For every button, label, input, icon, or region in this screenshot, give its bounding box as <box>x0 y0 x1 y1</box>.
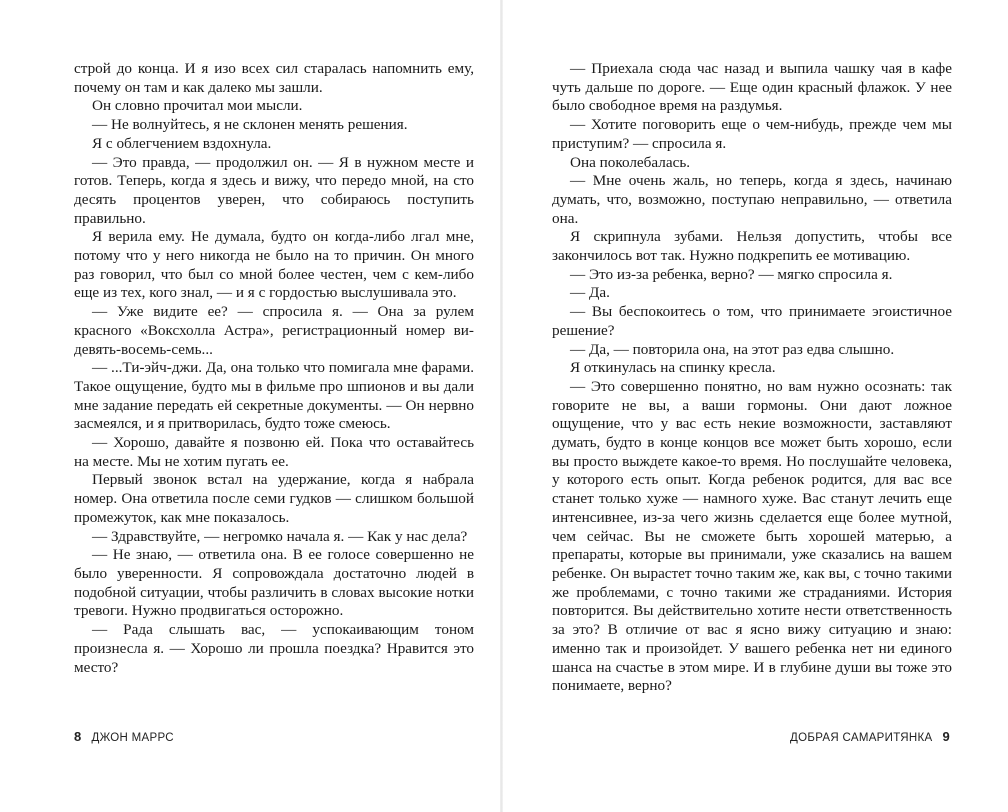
paragraph: — Приехала сюда час назад и выпила чашку чая в кафе чуть дальше по дороге. — Еще один красный флажок. У нее было свободное время на раздумья. <box>552 60 952 115</box>
paragraph: строй до конца. И я изо всех сил старалась напомнить ему, почему он там и как далеко мы зашли. <box>74 60 474 96</box>
paragraph: — Мне очень жаль, но теперь, когда я здесь, начинаю думать, что, возможно, поступаю неправильно, — ответила она. <box>552 172 952 227</box>
left-footer <box>74 729 174 744</box>
paragraph: Я скрипнула зубами. Нельзя допустить, чтобы все закончилось вот так. Нужно подкрепить ее мотивацию. <box>552 228 952 265</box>
paragraph: Я верила ему. Не думала, будто он когда-либо лгал мне, потому что у него никогда не было на то причин. Он много раз говорил, что был со мной более честен, чем с кем-либо еще из тех, кого знал, — и я с гордостью выслушивала это. <box>74 228 474 302</box>
paragraph: — Это совершенно понятно, но вам нужно осознать: так говорите не вы, а ваши гормоны. Они дают ложное ощущение, что у вас есть некие возможности, заставляют думать, будто в конце концов все может быть хорошо, если вы просто выждете какое-то время. Но послушайте человека, у которого есть опыт. Когда ребенок родится, для вас все станет только хуже — намного хуже. Вас станут лечить еще интенсивнее, из-за чего жизнь сделается еще более мутной, чем сейчас. Вы не сможете быть хорошей матерью, а препараты, которые вы принимали, уже сказались на вашем ребенке. Он вырастет точно таким же, как вы, с точно такими же проблемами, с точно такими же страданиями. История повторится. Вы действительно хотите нести ответственность за это? В отличие от вас я ясно вижу ситуацию и знаю: именно так и произойдет. У вашего ребенка нет ни единого шанса на счастье в этом мире. И в глубине души вы тоже это понимаете, верно? <box>552 377 952 695</box>
book-gutter <box>500 0 503 812</box>
paragraph: Я откинулась на спинку кресла. <box>570 359 776 377</box>
paragraph: — Уже видите ее? — спросила я. — Она за рулем красного «Воксхолла Астра», регистрационный номер ви-девять-восемь-семь... <box>74 303 474 358</box>
right-footer <box>790 729 950 744</box>
running-head-title: ДОБРАЯ САМАРИТЯНКА <box>790 732 933 744</box>
right-page <box>552 60 952 696</box>
paragraph: — Здравствуйте, — негромко начала я. — Как у нас дела? <box>92 527 468 545</box>
page-number: 8 <box>74 729 82 744</box>
paragraph: — ...Ти-эйч-джи. Да, она только что помигала мне фарами. Такое ощущение, будто мы в фильме про шпионов и вы дали мне задание передать ей секретные документы. — Он нервно засмеялся, и я притворилась, будто тоже смеюсь. <box>74 359 474 433</box>
paragraph: Первый звонок встал на удержание, когда я набрала номер. Она ответила после семи гудков — слишком большой промежуток, как мне показалось. <box>74 471 474 526</box>
paragraph: — Да. <box>570 284 610 302</box>
paragraph: — Вы беспокоитесь о том, что принимаете эгоистичное решение? <box>552 303 952 339</box>
paragraph: Я с облегчением вздохнула. <box>92 134 272 152</box>
page-number: 9 <box>942 729 950 744</box>
right-page-text <box>552 60 952 696</box>
running-head-author: ДЖОН МАРРС <box>91 732 174 744</box>
paragraph: — Это из-за ребенка, верно? — мягко спросила я. <box>570 265 893 283</box>
left-page-text <box>74 60 474 677</box>
left-page <box>74 60 474 677</box>
paragraph: Он словно прочитал мои мысли. <box>92 97 303 115</box>
paragraph: — Это правда, — продолжил он. — Я в нужном месте и готов. Теперь, когда я здесь и вижу, что передо мной, на сто десять процентов уверен, что собираюсь поступить правильно. <box>74 153 474 227</box>
paragraph: — Хотите поговорить еще о чем-нибудь, прежде чем мы приступим? — спросила я. <box>552 116 952 152</box>
paragraph: — Да, — повторила она, на этот раз едва слышно. <box>570 340 895 358</box>
paragraph: Она поколебалась. <box>570 153 691 171</box>
paragraph: — Не волнуйтесь, я не склонен менять решения. <box>92 116 408 134</box>
paragraph: — Не знаю, — ответила она. В ее голосе совершенно не было уверенности. Я сопровождала достаточно людей в подобной ситуации, чтобы различить в словах высокие нотки тревоги. Нужно продвигаться осторожно. <box>74 546 474 620</box>
paragraph: — Хорошо, давайте я позвоню ей. Пока что оставайтесь на месте. Мы не хотим пугать ее. <box>74 434 474 470</box>
paragraph: — Рада слышать вас, — успокаивающим тоном произнесла я. — Хорошо ли прошла поездка? Нравится это место? <box>74 621 474 676</box>
